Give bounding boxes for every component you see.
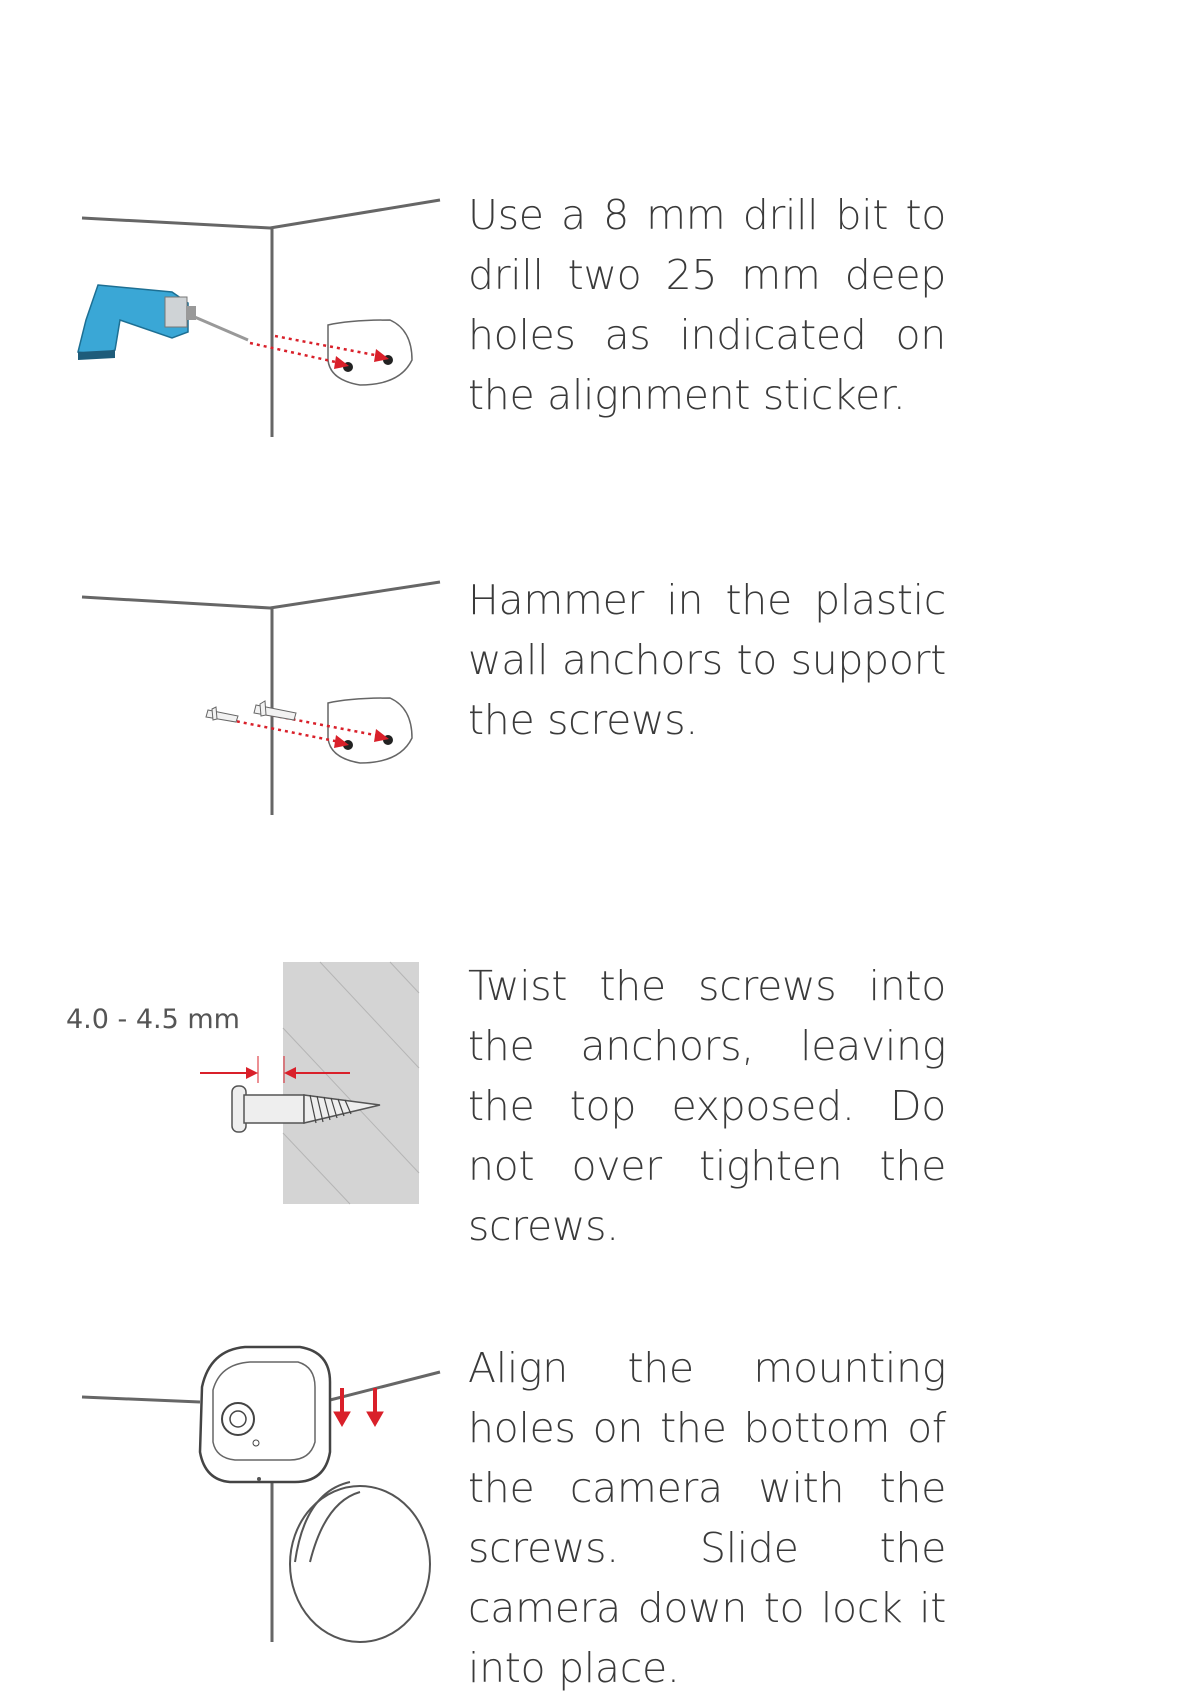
step-4-text: Align the mounting holes on the bottom of the camera with the screws. Slide the camera down to lock it into place. bbox=[468, 1344, 946, 1692]
anchor-path bbox=[230, 720, 340, 742]
anchor-illustration bbox=[60, 570, 460, 820]
step-2-text: Hammer in the plastic wall anchors to support the screws. bbox=[468, 576, 946, 744]
alignment-sticker bbox=[328, 698, 412, 763]
camera-mount-illustration bbox=[60, 1342, 460, 1642]
step-1 bbox=[0, 180, 1190, 460]
wall-edge bbox=[82, 200, 440, 228]
step-1-text: Use a 8 mm drill bit to drill two 25 mm deep holes as indicated on the alignment sticker. bbox=[468, 191, 946, 419]
alignment-sticker bbox=[328, 320, 412, 385]
step-3-text: Twist the screws into the anchors, leaving the top exposed. Do not over tighten the screws. bbox=[468, 962, 946, 1250]
arrow-head bbox=[246, 1067, 258, 1079]
wall-edge bbox=[330, 1372, 440, 1400]
camera-icon bbox=[200, 1347, 330, 1482]
wall-edge bbox=[82, 582, 440, 608]
wall-edge bbox=[82, 1397, 200, 1402]
step-2 bbox=[0, 570, 1190, 820]
wall-section bbox=[283, 962, 419, 1204]
drill-illustration bbox=[60, 180, 460, 450]
wall-anchor-icon bbox=[206, 701, 296, 722]
step-4 bbox=[0, 1342, 1190, 1692]
measurement-label: 4.0 - 4.5 mm bbox=[66, 1004, 240, 1035]
drill-icon bbox=[78, 285, 248, 360]
step-3 bbox=[0, 958, 1190, 1250]
drill-path bbox=[250, 343, 340, 363]
